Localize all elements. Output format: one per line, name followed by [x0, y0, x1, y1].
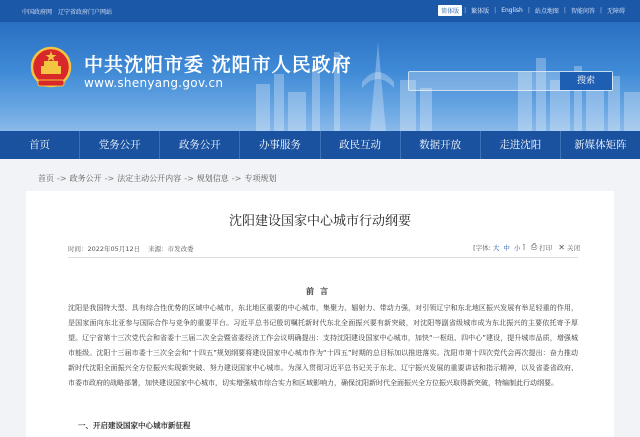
link-smart-qa[interactable]: 智能问答 [570, 8, 595, 15]
preface-heading: 前言 [306, 287, 334, 296]
divider [68, 257, 578, 258]
main-nav [0, 131, 640, 159]
font-size-small[interactable]: 小 [513, 243, 521, 252]
search-input[interactable] [413, 74, 563, 88]
section-heading: 一、开启建设国家中心城市新征程 [78, 421, 191, 430]
link-china-gov[interactable]: 中国政府网 [22, 9, 53, 16]
separator: | [527, 7, 530, 14]
link-traditional[interactable]: 繁体版 [471, 8, 490, 15]
nav-item-gov-affairs[interactable]: 政务公开 [160, 131, 240, 159]
link-liaoning-gov[interactable]: 辽宁省政府门户网站 [57, 9, 112, 16]
breadcrumb-separator: -> [231, 174, 242, 183]
link-english[interactable]: English [501, 7, 523, 14]
search-box [408, 71, 613, 91]
top-right-links [438, 5, 628, 16]
article-title: 沈阳建设国家中心城市行动纲要 [228, 214, 411, 229]
article-tools [473, 242, 580, 252]
nav-item-interaction[interactable]: 政民互动 [321, 131, 401, 159]
breadcrumb [38, 173, 276, 184]
article-card [26, 191, 614, 437]
article-paragraph: 沈阳是我国特大型、具有综合性优势的区域中心城市，东北地区重要的中心城市，集聚力、辐射力、带动力强，对引领辽宁和东北地区振兴发展有举足轻重的作用，是国家面向东北亚参与国际合作与竞争的重要平台。习近平总书记殷切嘱托新时代东北全面振兴要有新突破，对沈阳等副省级城市成为东北振兴的主要依托寄予厚望。辽宁省第十三次党代会和省委十三届二次全会暨省委经济工作会议明确提出：支持沈阳建设国家中心城市，加快“一枢纽、四中心”建设，提升城市品质，增强城市能级。沈阳十三届市委十三次全会和“十四五”规划纲要将建设国家中心城市作为“十四五”时期的总目标加以推进落实。沈阳市第十四次党代会再次提出：奋力推动新时代沈阳全面振兴全方位振兴实现新突破、努力建设国家中心城市。为深入贯彻习近平总书记关于东北、辽宁振兴发展的重要讲话和指示精神，以及省委省政府、市委市政府的战略部署，加快建设国家中心城市，切实增强城市综合实力和区域影响力，确保沈阳新时代全面振兴全方位振兴取得新突破，特编制此行动纲要。 [68, 304, 578, 387]
top-left-links [22, 7, 116, 16]
nav-item-new-media[interactable]: 新媒体矩阵 [574, 139, 627, 151]
article-meta [68, 244, 200, 253]
nav-item-home[interactable]: 首页 [0, 131, 80, 159]
publish-time: 时间：2022年05月12日 [68, 245, 141, 253]
top-utility-bar [0, 0, 640, 22]
nav-item-party-affairs[interactable]: 党务公开 [80, 131, 160, 159]
breadcrumb-home[interactable]: 首页 [38, 174, 54, 183]
breadcrumb-gov-affairs[interactable]: 政务公开 [69, 174, 102, 183]
breadcrumb-planning[interactable]: 规划信息 [196, 174, 229, 183]
link-accessibility[interactable]: 无障碍 [606, 8, 625, 15]
breadcrumb-separator: -> [104, 174, 115, 183]
font-size-large[interactable]: 大 [492, 243, 500, 252]
separator: | [494, 7, 497, 14]
separator: | [464, 7, 467, 14]
breadcrumb-special-planning[interactable]: 专项规划 [244, 174, 277, 183]
link-sitemap[interactable]: 站点地图 [534, 8, 559, 15]
separator: | [563, 7, 566, 14]
separator: | [599, 7, 602, 14]
font-size-medium[interactable]: 中 [503, 243, 510, 252]
site-title: 中共沈阳市委 沈阳市人民政府 [84, 54, 352, 76]
close-button[interactable]: 关闭 [567, 243, 580, 252]
search-button[interactable]: 搜索 [560, 72, 612, 90]
breadcrumb-statutory[interactable]: 法定主动公开内容 [117, 174, 182, 183]
font-size-close-bracket: ] [522, 243, 525, 251]
national-emblem-logo [30, 46, 72, 92]
article-source: 来源：市发改委 [148, 245, 194, 253]
site-url: www.shenyang.gov.cn [84, 76, 224, 90]
close-icon[interactable]: ✕ [558, 242, 565, 252]
link-simplified[interactable]: 简体版 [438, 5, 462, 16]
breadcrumb-separator: -> [57, 174, 67, 183]
site-banner [0, 22, 640, 131]
nav-item-about-shenyang[interactable]: 走进沈阳 [481, 131, 561, 159]
print-icon[interactable]: ⎙ [530, 242, 538, 251]
font-size-label: [字体: [473, 243, 491, 252]
breadcrumb-separator: -> [184, 174, 194, 183]
print-button[interactable]: 打印 [539, 243, 553, 252]
nav-item-services[interactable]: 办事服务 [240, 131, 320, 159]
nav-item-open-data[interactable]: 数据开放 [401, 131, 481, 159]
